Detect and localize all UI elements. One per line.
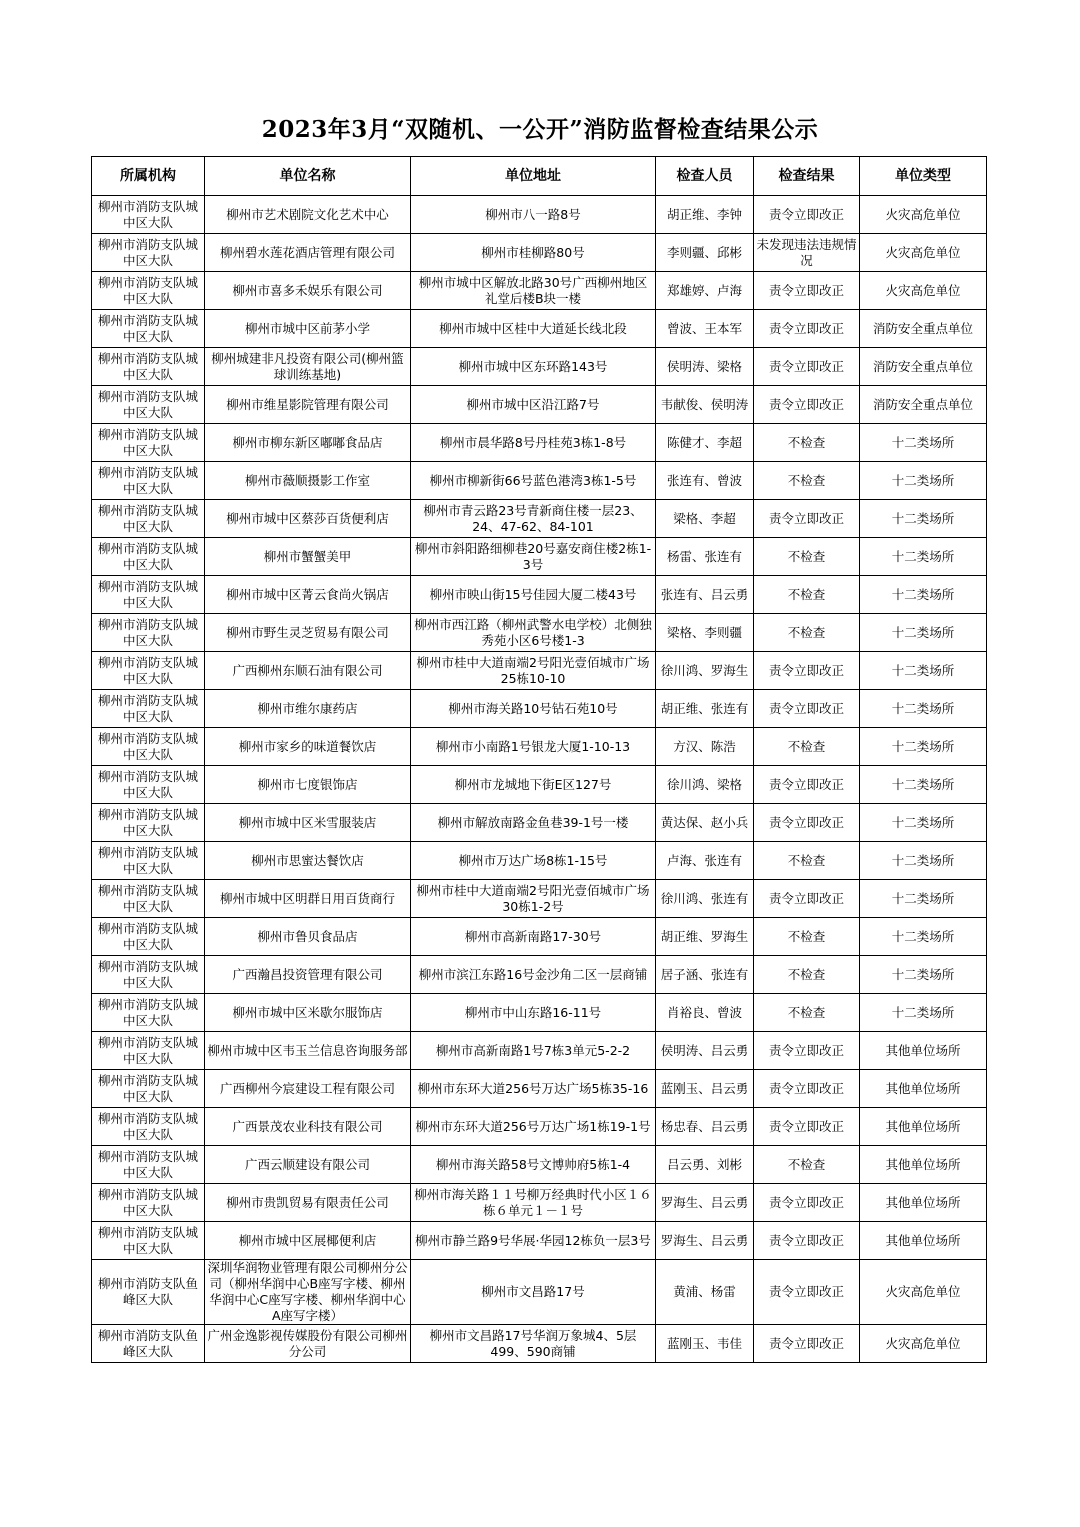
agency-cell: 柳州市消防支队城中区大队 [92,310,205,348]
unit-type-cell: 十二类场所 [860,576,987,614]
unit-address-cell: 柳州市东环大道256号万达广场1栋19-1号 [411,1108,656,1146]
unit-address-cell: 柳州市海关路10号钻石苑10号 [411,690,656,728]
unit-type-cell: 十二类场所 [860,500,987,538]
unit-name-cell: 柳州市城中区展椰便利店 [205,1222,411,1260]
unit-name-cell: 广州金逸影视传媒股份有限公司柳州分公司 [205,1325,411,1363]
table-row [92,1032,987,1070]
inspectors-cell: 杨雷、张连有 [656,538,754,576]
unit-type-cell: 十二类场所 [860,424,987,462]
result-cell: 责令立即改正 [754,1325,860,1363]
inspectors-cell: 胡正维、罗海生 [656,918,754,956]
inspectors-cell: 李则疆、邱彬 [656,234,754,272]
column-header-unit-address: 单位地址 [411,157,656,196]
inspection-results-table [91,156,987,1363]
unit-address-cell: 柳州市城中区桂中大道延长线北段 [411,310,656,348]
agency-cell: 柳州市消防支队城中区大队 [92,652,205,690]
table-row [92,614,987,652]
unit-address-cell: 柳州市高新南路1号7栋3单元5-2-2 [411,1032,656,1070]
unit-address-cell: 柳州市城中区沿江路7号 [411,386,656,424]
unit-type-cell: 十二类场所 [860,538,987,576]
unit-type-cell: 消防安全重点单位 [860,386,987,424]
page-title: 2023年3月“双随机、一公开”消防监督检查结果公示 [261,116,819,143]
table-row [92,424,987,462]
unit-address-cell: 柳州市斜阳路细柳巷20号嘉安商住楼2栋1-3号 [411,538,656,576]
unit-type-cell: 其他单位场所 [860,1184,987,1222]
unit-address-cell: 柳州市东环大道256号万达广场5栋35-16 [411,1070,656,1108]
unit-name-cell: 柳州市城中区前茅小学 [205,310,411,348]
unit-name-cell: 柳州市薇顺摄影工作室 [205,462,411,500]
inspectors-cell: 郑雄婷、卢海 [656,272,754,310]
agency-cell: 柳州市消防支队城中区大队 [92,690,205,728]
result-cell: 责令立即改正 [754,1070,860,1108]
inspectors-cell: 肖裕良、曾波 [656,994,754,1032]
unit-name-cell: 柳州市城中区菁云食尚火锅店 [205,576,411,614]
agency-cell: 柳州市消防支队城中区大队 [92,386,205,424]
result-cell: 责令立即改正 [754,690,860,728]
unit-name-cell: 广西柳州东顺石油有限公司 [205,652,411,690]
table-row [92,690,987,728]
table-row [92,880,987,918]
agency-cell: 柳州市消防支队城中区大队 [92,804,205,842]
agency-cell: 柳州市消防支队城中区大队 [92,500,205,538]
unit-type-cell: 十二类场所 [860,462,987,500]
unit-type-cell: 十二类场所 [860,614,987,652]
table-header-row [92,157,987,196]
result-cell: 不检查 [754,842,860,880]
result-cell: 责令立即改正 [754,310,860,348]
unit-address-cell: 柳州市静兰路9号华展·华园12栋负一层3号 [411,1222,656,1260]
unit-type-cell: 火灾高危单位 [860,272,987,310]
result-cell: 责令立即改正 [754,1184,860,1222]
table-row [92,842,987,880]
result-cell: 责令立即改正 [754,652,860,690]
unit-type-cell: 十二类场所 [860,842,987,880]
agency-cell: 柳州市消防支队城中区大队 [92,538,205,576]
table-row [92,1070,987,1108]
inspectors-cell: 陈健才、李超 [656,424,754,462]
unit-type-cell: 十二类场所 [860,994,987,1032]
table-row [92,1260,987,1325]
unit-name-cell: 柳州市城中区明群日用百货商行 [205,880,411,918]
unit-address-cell: 柳州市文昌路17号华润万象城4、5层499、590商铺 [411,1325,656,1363]
agency-cell: 柳州市消防支队城中区大队 [92,196,205,234]
unit-address-cell: 柳州市海关路58号文博帅府5栋1-4 [411,1146,656,1184]
result-cell: 责令立即改正 [754,1032,860,1070]
agency-cell: 柳州市消防支队城中区大队 [92,880,205,918]
unit-type-cell: 火灾高危单位 [860,196,987,234]
unit-name-cell: 柳州市蟹蟹美甲 [205,538,411,576]
agency-cell: 柳州市消防支队城中区大队 [92,842,205,880]
agency-cell: 柳州市消防支队城中区大队 [92,462,205,500]
unit-name-cell: 柳州市城中区米歇尔服饰店 [205,994,411,1032]
result-cell: 不检查 [754,956,860,994]
unit-address-cell: 柳州市文昌路17号 [411,1260,656,1325]
unit-name-cell: 柳州市思蜜达餐饮店 [205,842,411,880]
inspectors-cell: 黄浦、杨雷 [656,1260,754,1325]
inspectors-cell: 蓝刚玉、吕云勇 [656,1070,754,1108]
unit-address-cell: 柳州市桂中大道南端2号阳光壹佰城市广场30栋1-2号 [411,880,656,918]
agency-cell: 柳州市消防支队城中区大队 [92,1108,205,1146]
inspectors-cell: 侯明涛、梁格 [656,348,754,386]
table-row [92,500,987,538]
unit-type-cell: 其他单位场所 [860,1070,987,1108]
unit-address-cell: 柳州市西江路（柳州武警水电学校）北侧独秀苑小区6号楼1-3 [411,614,656,652]
result-cell: 不检查 [754,728,860,766]
unit-address-cell: 柳州市龙城地下街E区127号 [411,766,656,804]
unit-type-cell: 十二类场所 [860,690,987,728]
unit-name-cell: 柳州城建非凡投资有限公司(柳州篮球训练基地) [205,348,411,386]
unit-address-cell: 柳州市万达广场8栋1-15号 [411,842,656,880]
result-cell: 不检查 [754,994,860,1032]
agency-cell: 柳州市消防支队城中区大队 [92,994,205,1032]
table-row [92,728,987,766]
result-cell: 责令立即改正 [754,386,860,424]
result-cell: 责令立即改正 [754,766,860,804]
inspectors-cell: 韦献俊、侯明涛 [656,386,754,424]
agency-cell: 柳州市消防支队鱼峰区大队 [92,1325,205,1363]
unit-name-cell: 柳州市贵凯贸易有限责任公司 [205,1184,411,1222]
inspectors-cell: 梁格、李则疆 [656,614,754,652]
table-row [92,918,987,956]
table-row [92,196,987,234]
unit-name-cell: 柳州市城中区韦玉兰信息咨询服务部 [205,1032,411,1070]
column-header-unit-type: 单位类型 [860,157,987,196]
inspectors-cell: 徐川鸿、梁格 [656,766,754,804]
result-cell: 责令立即改正 [754,348,860,386]
unit-name-cell: 柳州市城中区米雪服装店 [205,804,411,842]
column-header-inspectors: 检查人员 [656,157,754,196]
unit-type-cell: 消防安全重点单位 [860,348,987,386]
result-cell: 责令立即改正 [754,804,860,842]
table-row [92,994,987,1032]
inspectors-cell: 张连有、曾波 [656,462,754,500]
unit-address-cell: 柳州市青云路23号青新商住楼一层23、24、47-62、84-101 [411,500,656,538]
table-row [92,538,987,576]
unit-type-cell: 火灾高危单位 [860,1260,987,1325]
unit-name-cell: 柳州市七度银饰店 [205,766,411,804]
inspectors-cell: 侯明涛、吕云勇 [656,1032,754,1070]
unit-address-cell: 柳州市海关路１１号柳万经典时代小区１６栋６单元１－１号 [411,1184,656,1222]
unit-name-cell: 广西景茂农业科技有限公司 [205,1108,411,1146]
result-cell: 不检查 [754,614,860,652]
inspectors-cell: 胡正维、李钟 [656,196,754,234]
table-row [92,766,987,804]
result-cell: 责令立即改正 [754,500,860,538]
table-row [92,576,987,614]
inspectors-cell: 徐川鸿、罗海生 [656,652,754,690]
unit-address-cell: 柳州市桂柳路80号 [411,234,656,272]
unit-type-cell: 十二类场所 [860,728,987,766]
unit-name-cell: 柳州市家乡的味道餐饮店 [205,728,411,766]
unit-address-cell: 柳州市中山东路16-11号 [411,994,656,1032]
unit-type-cell: 十二类场所 [860,804,987,842]
table-row [92,272,987,310]
unit-name-cell: 广西柳州今宸建设工程有限公司 [205,1070,411,1108]
table-row [92,1222,987,1260]
agency-cell: 柳州市消防支队城中区大队 [92,424,205,462]
result-cell: 不检查 [754,538,860,576]
unit-type-cell: 其他单位场所 [860,1146,987,1184]
table-row [92,1325,987,1363]
unit-address-cell: 柳州市小南路1号银龙大厦1-10-13 [411,728,656,766]
agency-cell: 柳州市消防支队城中区大队 [92,1184,205,1222]
agency-cell: 柳州市消防支队城中区大队 [92,766,205,804]
unit-type-cell: 火灾高危单位 [860,1325,987,1363]
result-cell: 责令立即改正 [754,1222,860,1260]
table-row [92,1108,987,1146]
unit-name-cell: 广西云顺建设有限公司 [205,1146,411,1184]
agency-cell: 柳州市消防支队城中区大队 [92,1222,205,1260]
agency-cell: 柳州市消防支队城中区大队 [92,272,205,310]
inspectors-cell: 曾波、王本军 [656,310,754,348]
unit-type-cell: 十二类场所 [860,652,987,690]
agency-cell: 柳州市消防支队城中区大队 [92,1070,205,1108]
agency-cell: 柳州市消防支队城中区大队 [92,728,205,766]
inspectors-cell: 胡正维、张连有 [656,690,754,728]
unit-name-cell: 柳州碧水莲花酒店管理有限公司 [205,234,411,272]
unit-name-cell: 柳州市城中区蔡莎百货便利店 [205,500,411,538]
result-cell: 不检查 [754,576,860,614]
result-cell: 不检查 [754,462,860,500]
table-row [92,310,987,348]
agency-cell: 柳州市消防支队城中区大队 [92,1146,205,1184]
unit-address-cell: 柳州市城中区东环路143号 [411,348,656,386]
inspectors-cell: 吕云勇、刘彬 [656,1146,754,1184]
result-cell: 责令立即改正 [754,272,860,310]
unit-address-cell: 柳州市解放南路金鱼巷39-1号一楼 [411,804,656,842]
unit-type-cell: 火灾高危单位 [860,234,987,272]
result-cell: 未发现违法违规情况 [754,234,860,272]
inspectors-cell: 杨忠春、吕云勇 [656,1108,754,1146]
inspectors-cell: 蓝刚玉、韦佳 [656,1325,754,1363]
table-row [92,348,987,386]
result-cell: 责令立即改正 [754,880,860,918]
agency-cell: 柳州市消防支队城中区大队 [92,348,205,386]
table-row [92,652,987,690]
unit-type-cell: 其他单位场所 [860,1222,987,1260]
result-cell: 不检查 [754,918,860,956]
unit-address-cell: 柳州市八一路8号 [411,196,656,234]
column-header-agency: 所属机构 [92,157,205,196]
unit-address-cell: 柳州市柳新街66号蓝色港湾3栋1-5号 [411,462,656,500]
table-row [92,462,987,500]
table-body [92,196,987,1363]
table-row [92,234,987,272]
unit-address-cell: 柳州市高新南路17-30号 [411,918,656,956]
unit-name-cell: 柳州市鲁贝食品店 [205,918,411,956]
unit-address-cell: 柳州市滨江东路16号金沙角二区一层商铺 [411,956,656,994]
column-header-result: 检查结果 [754,157,860,196]
agency-cell: 柳州市消防支队城中区大队 [92,918,205,956]
unit-address-cell: 柳州市映山街15号佳园大厦二楼43号 [411,576,656,614]
inspectors-cell: 居子涵、张连有 [656,956,754,994]
unit-type-cell: 其他单位场所 [860,1108,987,1146]
inspectors-cell: 黄达保、赵小兵 [656,804,754,842]
inspectors-cell: 罗海生、吕云勇 [656,1222,754,1260]
result-cell: 责令立即改正 [754,196,860,234]
unit-name-cell: 柳州市维尔康药店 [205,690,411,728]
inspectors-cell: 张连有、吕云勇 [656,576,754,614]
agency-cell: 柳州市消防支队城中区大队 [92,614,205,652]
unit-name-cell: 柳州市艺术剧院文化艺术中心 [205,196,411,234]
agency-cell: 柳州市消防支队鱼峰区大队 [92,1260,205,1325]
agency-cell: 柳州市消防支队城中区大队 [92,956,205,994]
result-cell: 责令立即改正 [754,1108,860,1146]
unit-name-cell: 深圳华润物业管理有限公司柳州分公司（柳州华润中心B座写字楼、柳州华润中心C座写字楼、柳州华润中心A座写字楼） [205,1260,411,1325]
unit-type-cell: 十二类场所 [860,880,987,918]
unit-name-cell: 柳州市喜多禾娱乐有限公司 [205,272,411,310]
agency-cell: 柳州市消防支队城中区大队 [92,1032,205,1070]
unit-name-cell: 广西瀚昌投资管理有限公司 [205,956,411,994]
unit-type-cell: 消防安全重点单位 [860,310,987,348]
table-row [92,1184,987,1222]
inspectors-cell: 梁格、李超 [656,500,754,538]
unit-name-cell: 柳州市维星影院管理有限公司 [205,386,411,424]
unit-address-cell: 柳州市城中区解放北路30号广西柳州地区礼堂后楼B块一楼 [411,272,656,310]
column-header-unit-name: 单位名称 [205,157,411,196]
result-cell: 责令立即改正 [754,1260,860,1325]
unit-type-cell: 十二类场所 [860,956,987,994]
unit-address-cell: 柳州市晨华路8号丹桂苑3栋1-8号 [411,424,656,462]
inspectors-cell: 罗海生、吕云勇 [656,1184,754,1222]
unit-name-cell: 柳州市柳东新区嘟嘟食品店 [205,424,411,462]
inspectors-cell: 方汉、陈浩 [656,728,754,766]
result-cell: 不检查 [754,424,860,462]
table-row [92,956,987,994]
inspectors-cell: 徐川鸿、张连有 [656,880,754,918]
unit-type-cell: 其他单位场所 [860,1032,987,1070]
table-row [92,386,987,424]
table-row [92,1146,987,1184]
inspectors-cell: 卢海、张连有 [656,842,754,880]
unit-address-cell: 柳州市桂中大道南端2号阳光壹佰城市广场25栋10-10 [411,652,656,690]
agency-cell: 柳州市消防支队城中区大队 [92,234,205,272]
result-cell: 不检查 [754,1146,860,1184]
unit-type-cell: 十二类场所 [860,766,987,804]
unit-name-cell: 柳州市野生灵芝贸易有限公司 [205,614,411,652]
table-row [92,804,987,842]
agency-cell: 柳州市消防支队城中区大队 [92,576,205,614]
unit-type-cell: 十二类场所 [860,918,987,956]
